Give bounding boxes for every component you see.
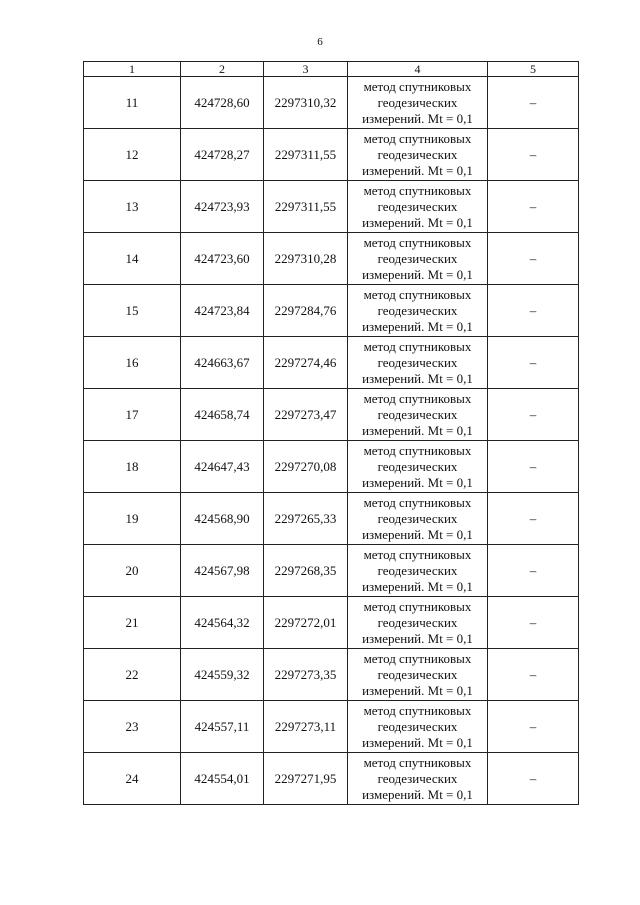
method-line-2: геодезических [377,718,458,734]
coordinate-y: 2297273,47 [264,389,348,441]
coordinate-y: 2297272,01 [264,597,348,649]
header-col-4: 4 [348,62,488,77]
coordinate-y: 2297274,46 [264,337,348,389]
point-number: 22 [84,649,181,701]
coordinate-x: 424564,32 [181,597,264,649]
table-row [84,441,579,493]
method-line-3: измерений. Mt = 0,1 [362,526,473,542]
method-line-2: геодезических [377,770,458,786]
method-description [348,701,488,753]
method-line-2: геодезических [377,614,458,630]
table-row [84,337,579,389]
method-line-3: измерений. Mt = 0,1 [362,422,473,438]
coordinate-x: 424723,93 [181,181,264,233]
method-line-2: геодезических [377,198,458,214]
note-cell: – [488,181,579,233]
method-line-3: измерений. Mt = 0,1 [362,162,473,178]
method-line-1: метод спутниковых [363,338,472,354]
method-line-2: геодезических [377,666,458,682]
method-line-1: метод спутниковых [363,546,472,562]
method-line-3: измерений. Mt = 0,1 [362,578,473,594]
table-row [84,597,579,649]
coordinate-y: 2297311,55 [264,181,348,233]
method-line-2: геодезических [377,354,458,370]
method-line-2: геодезических [377,562,458,578]
method-line-3: измерений. Mt = 0,1 [362,110,473,126]
method-description [348,649,488,701]
method-description [348,337,488,389]
method-line-3: измерений. Mt = 0,1 [362,214,473,230]
note-cell: – [488,285,579,337]
point-number: 12 [84,129,181,181]
table-row [84,545,579,597]
note-cell: – [488,701,579,753]
method-line-2: геодезических [377,458,458,474]
table-body [84,77,579,805]
note-cell: – [488,233,579,285]
coordinate-y: 2297310,28 [264,233,348,285]
method-line-2: геодезических [377,146,458,162]
coordinate-y: 2297273,11 [264,701,348,753]
method-line-3: измерений. Mt = 0,1 [362,786,473,802]
coordinate-y: 2297273,35 [264,649,348,701]
page-number: 6 [317,36,323,48]
method-line-1: метод спутниковых [363,130,472,146]
table-row [84,233,579,285]
coordinate-x: 424559,32 [181,649,264,701]
method-description [348,233,488,285]
method-line-3: измерений. Mt = 0,1 [362,370,473,386]
coordinate-x: 424557,11 [181,701,264,753]
note-cell: – [488,337,579,389]
point-number: 23 [84,701,181,753]
method-description [348,129,488,181]
table-row [84,649,579,701]
coordinate-x: 424723,84 [181,285,264,337]
point-number: 15 [84,285,181,337]
method-description [348,441,488,493]
method-description [348,181,488,233]
note-cell: – [488,441,579,493]
coordinate-x: 424567,98 [181,545,264,597]
table-row [84,77,579,129]
method-line-1: метод спутниковых [363,234,472,250]
method-line-1: метод спутниковых [363,650,472,666]
point-number: 16 [84,337,181,389]
note-cell: – [488,77,579,129]
method-line-1: метод спутниковых [363,182,472,198]
method-line-1: метод спутниковых [363,286,472,302]
method-description [348,285,488,337]
method-description [348,493,488,545]
coordinates-table [83,61,579,805]
method-line-3: измерений. Mt = 0,1 [362,474,473,490]
coordinate-y: 2297270,08 [264,441,348,493]
note-cell: – [488,597,579,649]
coordinate-y: 2297271,95 [264,753,348,805]
point-number: 19 [84,493,181,545]
coordinate-x: 424647,43 [181,441,264,493]
note-cell: – [488,129,579,181]
point-number: 17 [84,389,181,441]
method-line-2: геодезических [377,510,458,526]
table-row [84,285,579,337]
point-number: 11 [84,77,181,129]
coordinate-y: 2297311,55 [264,129,348,181]
coordinate-x: 424723,60 [181,233,264,285]
point-number: 18 [84,441,181,493]
method-line-2: геодезических [377,302,458,318]
coordinate-y: 2297268,35 [264,545,348,597]
coordinate-y: 2297265,33 [264,493,348,545]
point-number: 20 [84,545,181,597]
table-row [84,129,579,181]
note-cell: – [488,545,579,597]
note-cell: – [488,649,579,701]
table-row [84,389,579,441]
point-number: 13 [84,181,181,233]
note-cell: – [488,389,579,441]
coordinate-y: 2297310,32 [264,77,348,129]
header-row [84,62,579,77]
method-line-1: метод спутниковых [363,78,472,94]
point-number: 24 [84,753,181,805]
note-cell: – [488,753,579,805]
method-line-1: метод спутниковых [363,754,472,770]
method-line-1: метод спутниковых [363,390,472,406]
note-cell: – [488,493,579,545]
method-line-2: геодезических [377,94,458,110]
method-line-3: измерений. Mt = 0,1 [362,734,473,750]
method-line-2: геодезических [377,406,458,422]
method-description [348,545,488,597]
header-col-5: 5 [488,62,579,77]
method-description [348,753,488,805]
method-line-3: измерений. Mt = 0,1 [362,266,473,282]
method-description [348,389,488,441]
table-row [84,753,579,805]
method-description [348,77,488,129]
coordinate-x: 424728,60 [181,77,264,129]
table-header [84,62,579,77]
coordinate-x: 424728,27 [181,129,264,181]
method-line-3: измерений. Mt = 0,1 [362,682,473,698]
header-col-2: 2 [181,62,264,77]
method-line-1: метод спутниковых [363,494,472,510]
coordinate-x: 424554,01 [181,753,264,805]
method-line-3: измерений. Mt = 0,1 [362,630,473,646]
coordinate-x: 424663,67 [181,337,264,389]
header-col-3: 3 [264,62,348,77]
method-line-2: геодезических [377,250,458,266]
table-row [84,181,579,233]
point-number: 21 [84,597,181,649]
method-line-1: метод спутниковых [363,442,472,458]
method-line-3: измерений. Mt = 0,1 [362,318,473,334]
point-number: 14 [84,233,181,285]
method-line-1: метод спутниковых [363,598,472,614]
method-description [348,597,488,649]
header-col-1: 1 [84,62,181,77]
coordinate-x: 424568,90 [181,493,264,545]
table-row [84,493,579,545]
method-line-1: метод спутниковых [363,702,472,718]
coordinate-y: 2297284,76 [264,285,348,337]
coordinate-x: 424658,74 [181,389,264,441]
table-row [84,701,579,753]
